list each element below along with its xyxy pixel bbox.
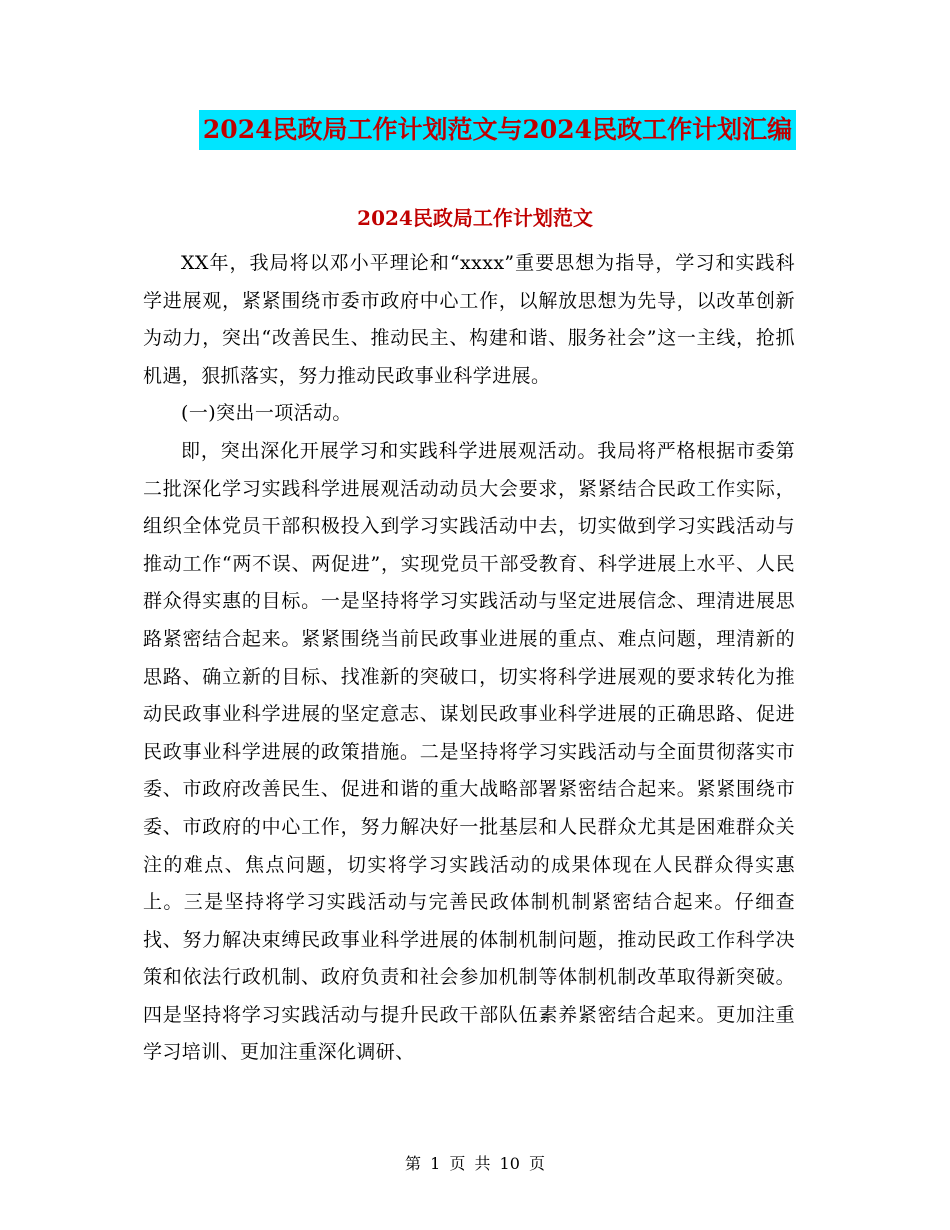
section-title: 2024民政局工作计划范文	[357, 206, 593, 230]
document-title-container	[0, 110, 950, 150]
document-body	[143, 245, 795, 1072]
page-footer: 第 1 页 共 10 页	[405, 1154, 545, 1173]
document-title: 2024民政局工作计划范文与2024民政工作计划汇编	[199, 110, 796, 150]
paragraph-activity: 即，突出深化开展学习和实践科学进展观活动。我局将严格根据市委第二批深化学习实践科学进展观活动动员大会要求，紧紧结合民政工作实际，组织全体党员干部积极投入到学习实践活动中去，切实做到学习实践活动与推动工作“两不误、两促进”，实现党员干部受教育、科学进展上水平、人民群众得实惠的目标。一是坚持将学习实践活动与坚定进展信念、理清进展思路紧密结合起来。紧紧围绕当前民政事业进展的重点、难点问题，理清新的思路、确立新的目标、找准新的突破口，切实将科学进展观的要求转化为推动民政事业科学进展的坚定意志、谋划民政事业科学进展的正确思路、促进民政事业科学进展的政策措施。二是坚持将学习实践活动与全面贯彻落实市委、市政府改善民生、促进和谐的重大战略部署紧密结合起来。紧紧围绕市委、市政府的中心工作，努力解决好一批基层和人民群众尤其是困难群众关注的难点、焦点问题，切实将学习实践活动的成果体现在人民群众得实惠上。三是坚持将学习实践活动与完善民政体制机制紧密结合起来。仔细查找、努力解决束缚民政事业科学进展的体制机制问题，推动民政工作科学决策和依法行政机制、政府负责和社会参加机制等体制机制改革取得新突破。四是坚持将学习实践活动与提升民政干部队伍素养紧密结合起来。更加注重学习培训、更加注重深化调研、	[143, 439, 795, 1064]
paragraph-intro: XX年，我局将以邓小平理论和“xxxx”重要思想为指导，学习和实践科学进展观，紧紧围绕市委市政府中心工作，以解放思想为先导，以改革创新为动力，突出“改善民生、推动民主、构建和谐、服务社会”这一主线，抢抓机遇，狠抓落实，努力推动民政事业科学进展。	[143, 252, 795, 387]
paragraph-heading-one: (一)突出一项活动。	[181, 402, 352, 425]
